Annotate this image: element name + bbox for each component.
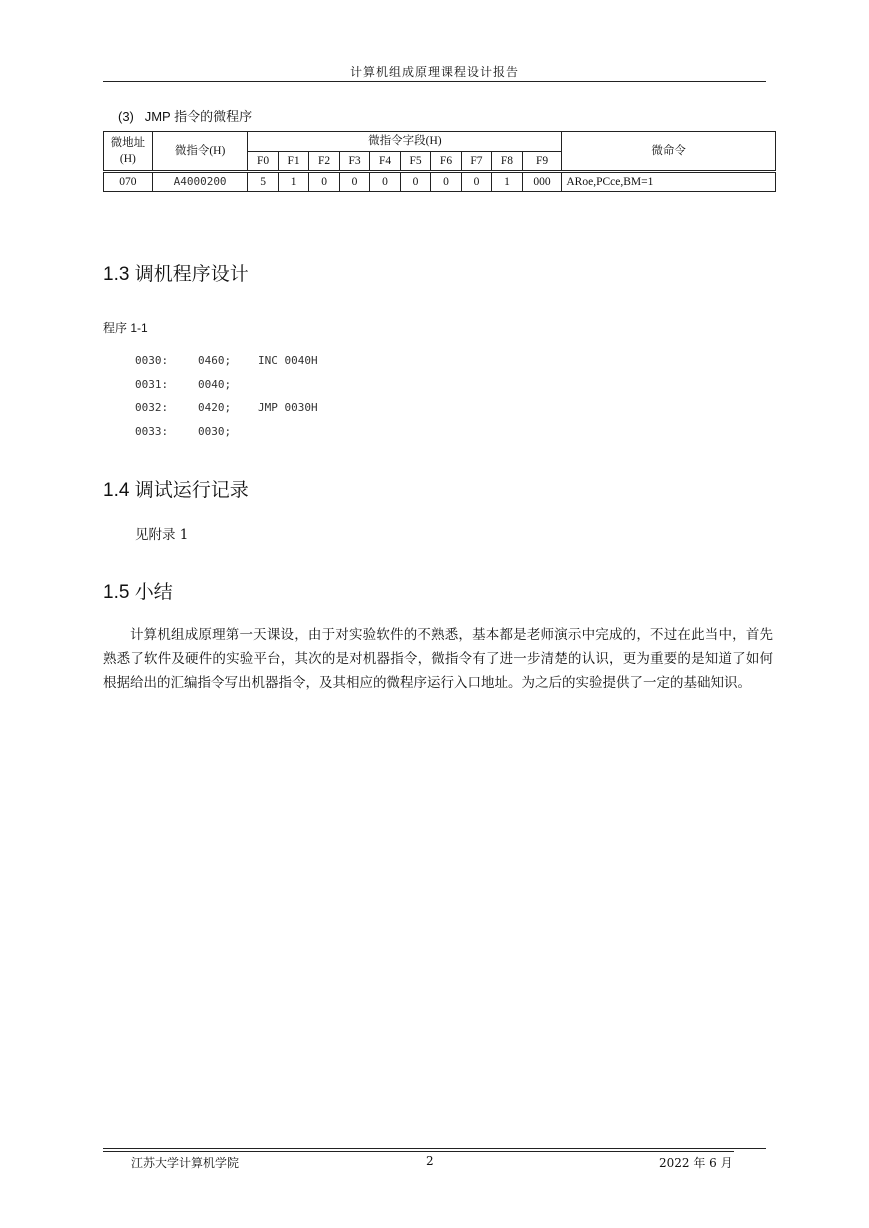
section-heading-1-4: 1.4 调试运行记录 <box>103 480 249 501</box>
field-header: F6 <box>431 152 461 172</box>
footer-date: 2022 年 6 月 <box>659 1156 733 1170</box>
code-asm: JMP 0030H <box>258 401 318 414</box>
footer-school: 江苏大学计算机学院 <box>131 1156 240 1170</box>
code-value: 0460; <box>198 354 232 367</box>
cell-field-value: 0 <box>370 172 400 192</box>
section-heading-1-5: 1.5 小结 <box>103 582 173 603</box>
appendix-reference: 见附录 1 <box>135 527 189 543</box>
code-address: 0033: <box>135 425 169 438</box>
cell-command: ARoe,PCce,BM=1 <box>562 172 776 192</box>
field-header: F9 <box>522 152 562 172</box>
header-micro-instruction: 微指令(H) <box>152 132 248 172</box>
jmp-subsection-title: (3) JMP 指令的微程序 <box>118 109 253 124</box>
field-header: F3 <box>339 152 369 172</box>
header-micro-address: 微地址(H) <box>104 132 153 172</box>
code-value: 0030; <box>198 425 232 438</box>
summary-paragraph: 计算机组成原理第一天课设，由于对实验软件的不熟悉，基本都是老师演示中完成的，不过在此当中，首先熟悉了软件及硬件的实验平台，其次的是对机器指令，微指令有了进一步清楚的认识，更为重要的是知道了如何根据给出的汇编指令写出机器指令，及其相应的微程序运行入口地址。为之后的实验提供了一定的基础知识。 <box>103 627 773 691</box>
page-header-title: 计算机组成原理课程设计报告 <box>349 65 519 79</box>
header-micro-fields: 微指令字段(H) <box>248 132 562 152</box>
code-value: 0420; <box>198 401 232 414</box>
code-address: 0031: <box>135 378 169 391</box>
footer-rule <box>103 1148 766 1149</box>
cell-field-value: 0 <box>400 172 430 192</box>
table-row <box>104 172 776 192</box>
field-header: F8 <box>492 152 522 172</box>
code-asm: INC 0040H <box>258 354 318 367</box>
code-line <box>135 401 318 414</box>
cell-field-value: 0 <box>431 172 461 192</box>
code-line <box>135 378 258 391</box>
cell-field-value: 000 <box>522 172 562 192</box>
cell-address: 070 <box>104 172 153 192</box>
field-header: F1 <box>278 152 308 172</box>
footer-rule <box>103 1151 734 1152</box>
header-micro-command: 微命令 <box>562 132 776 172</box>
field-header: F0 <box>248 152 278 172</box>
cell-field-value: 5 <box>248 172 278 192</box>
cell-field-value: 1 <box>492 172 522 192</box>
code-line <box>135 354 318 367</box>
cell-field-value: 0 <box>461 172 491 192</box>
cell-field-value: 0 <box>309 172 339 192</box>
field-header: F2 <box>309 152 339 172</box>
cell-field-value: 0 <box>339 172 369 192</box>
code-value: 0040; <box>198 378 232 391</box>
header-rule <box>103 81 766 82</box>
code-address: 0032: <box>135 401 169 414</box>
microprogram-table <box>103 131 776 192</box>
field-header: F5 <box>400 152 430 172</box>
field-header: F4 <box>370 152 400 172</box>
program-label: 程序 1-1 <box>103 321 148 335</box>
cell-field-value: 1 <box>278 172 308 192</box>
field-header: F7 <box>461 152 491 172</box>
section-heading-1-3: 1.3 调机程序设计 <box>103 264 249 285</box>
footer-page-number: 2 <box>426 1154 434 1168</box>
code-address: 0030: <box>135 354 169 367</box>
cell-instruction: A4000200 <box>152 172 248 192</box>
code-line <box>135 425 258 438</box>
